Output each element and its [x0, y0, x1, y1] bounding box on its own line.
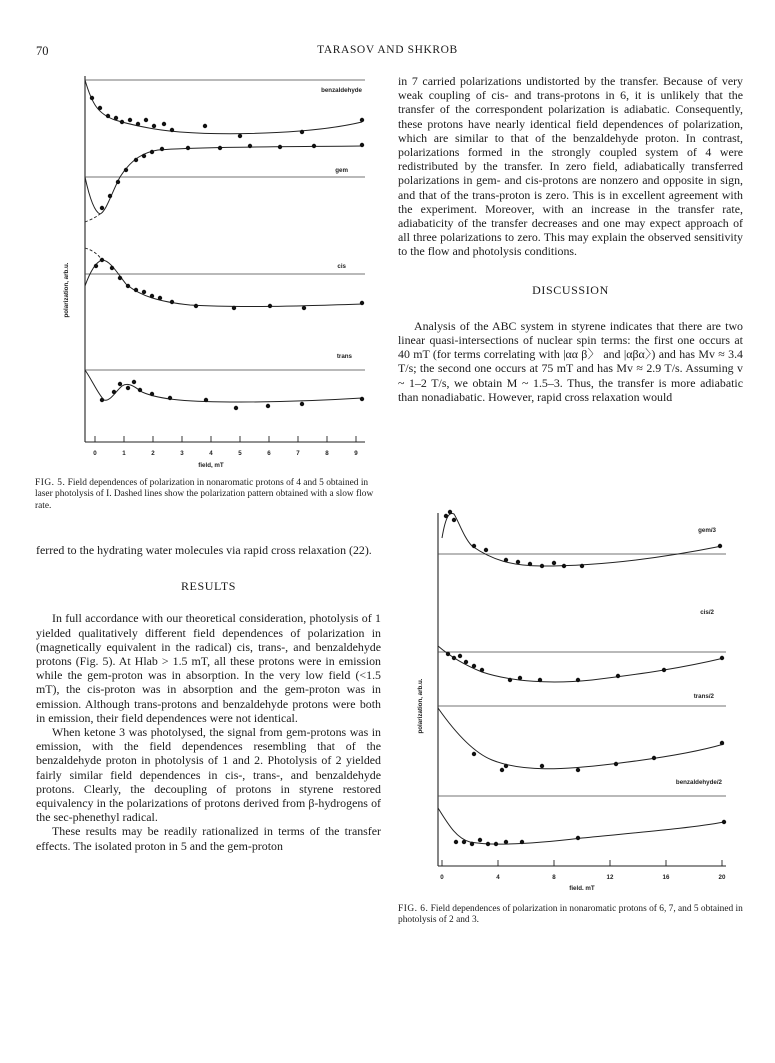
- fig5-caption: [35, 478, 380, 512]
- section-title-discussion: DISCUSSION: [532, 282, 609, 297]
- fig5-caption-text: Field dependences of polarization in nonaromatic protons of 4 and 5 obtained in laser photolysis of I. Dashed lines show the polarization pattern obtained with a slow flow rate.: [35, 478, 374, 511]
- right-column-top: [398, 74, 743, 404]
- figure-5: [40, 62, 380, 478]
- paragraph: Analysis of the ABC system in styrene indicates that there are two linear quasi-intersections of nuclear spin terms: the first one occurs at 40 mT (for terms correlating with |αα β〉 and |αβα〉) and has Mv ≈ 3.4 T/s; the second one occurs at 75 mT and has Mv ≈ 2.9 T/s. Assuming v ~ 1–2 T/s, we obtain M ~ 1.5–3. Thus, the transfer is more adiabatic than nonadiabatic. However, rapid cross relaxation would: [398, 318, 743, 404]
- fig6-panel-label-benzaldehyde2: benzaldehyde/2: [675, 779, 722, 786]
- fig5-tick-0: 0: [93, 450, 97, 457]
- fig5-xlabel: field, mT: [198, 462, 224, 469]
- fig6-tick-4: 4: [496, 874, 500, 881]
- fig6-panel-label-cis2: cis/2: [700, 609, 714, 616]
- fig5-tick-5: 5: [238, 450, 242, 457]
- fig5-tick-1: 1: [122, 450, 126, 457]
- fig6-caption: [398, 904, 743, 927]
- fig6-caption-label: FIG. 6.: [398, 904, 429, 914]
- running-title: TARASOV AND SHKROB: [317, 44, 458, 56]
- fig6-tick-20: 20: [718, 874, 726, 881]
- fig5-tick-9: 9: [354, 450, 358, 457]
- section-title-results: RESULTS: [180, 579, 237, 594]
- fig6-xlabel: field, mT: [569, 885, 595, 890]
- fig5-tick-7: 7: [296, 450, 300, 457]
- paragraph: ferred to the hydrating water molecules via rapid cross relaxation (22).: [36, 543, 372, 557]
- fig6-ylabel: polarization, arb.u.: [417, 678, 424, 734]
- fig5-panel-label-benzaldehyde: benzaldehyde: [321, 87, 362, 94]
- fig5-tick-8: 8: [325, 450, 329, 457]
- fig6-tick-16: 16: [662, 874, 670, 881]
- figure-6: [412, 508, 742, 890]
- fig5-panel-label-cis: cis: [337, 263, 346, 270]
- paragraph: These results may be readily rationalized in terms of the transfer effects. The isolated proton in 5 and the gem-proton: [36, 824, 381, 853]
- fig6-tick-8: 8: [552, 874, 556, 881]
- fig5-caption-label: FIG. 5.: [35, 478, 66, 488]
- fig6-caption-text: Field dependences of polarization in nonaromatic protons of 6, 7, and 5 obtained in photolysis of 2 and 3.: [398, 904, 743, 926]
- fig5-ylabel: polarization, arb.u.: [63, 262, 70, 318]
- paragraph: In full accordance with our theoretical consideration, photolysis of 1 yielded qualitatively different field dependences of polarization in (magnetically equivalent in the radical) cis, trans-, and benzaldehyde protons (Fig. 5). At Hlab > 1.5 mT, all these protons were in emission while the gem-proton was in absorption. In the very low field (<1.5 mT), the cis-proton was in absorption and the gem-proton was in emission. Although trans-protons and benzaldehyde protons were both in emission, their field dependences were not identical.: [36, 611, 381, 725]
- fig5-tick-3: 3: [180, 450, 184, 457]
- fig5-panel-label-gem: gem: [335, 167, 348, 174]
- page-number: 70: [36, 44, 49, 58]
- fig6-panel-label-gem3: gem/3: [698, 527, 716, 534]
- paragraph: When ketone 3 was photolysed, the signal from gem-protons was in emission, with the field dependences resembling that of the benzaldehyde proton in photolysis of 1 and 2. Photolysis of 2 yielded fairly similar field dependences in cis-, trans-, and benzaldehyde protons. Clearly, the decoupling of protons in styrene restored equivalency in the polarizations of protons derived from β-hydrogens of the sec-phenethyl radical.: [36, 725, 381, 825]
- fig5-tick-6: 6: [267, 450, 271, 457]
- paragraph: in 7 carried polarizations undistorted by the transfer. Because of very weak coupling of cis- and trans-protons in 6, it is unlikely that the transfer of the correspondent polarization is adiabatic. Consequently, these protons have nearly identical field dependences of polarization, which are similar to that of the benzaldehyde proton. In contrast, polarizations formed in the strongly coupled system of 4 were redistributed by the transfer. In zero field, adiabatically transferred polarizations in gem- and cis-protons are nonzero and opposite in sign, and that of the trans-proton is zero. This is in excellent agreement with the experiment. Moreover, with an increase in the transfer rate, adiabaticity of the transfer decreases and one may expect approach of all three polarizations to zero. This may explain the observed sensitivity to the flow and photolysis conditions.: [398, 74, 743, 259]
- left-column-bottom: [36, 543, 381, 853]
- fig5-panel-label-trans: trans: [336, 353, 352, 360]
- fig6-tick-12: 12: [606, 874, 614, 881]
- fig6-panel-label-trans2: trans/2: [693, 693, 714, 700]
- fig6-tick-0: 0: [440, 874, 444, 881]
- fig5-tick-2: 2: [151, 450, 155, 457]
- fig5-tick-4: 4: [209, 450, 213, 457]
